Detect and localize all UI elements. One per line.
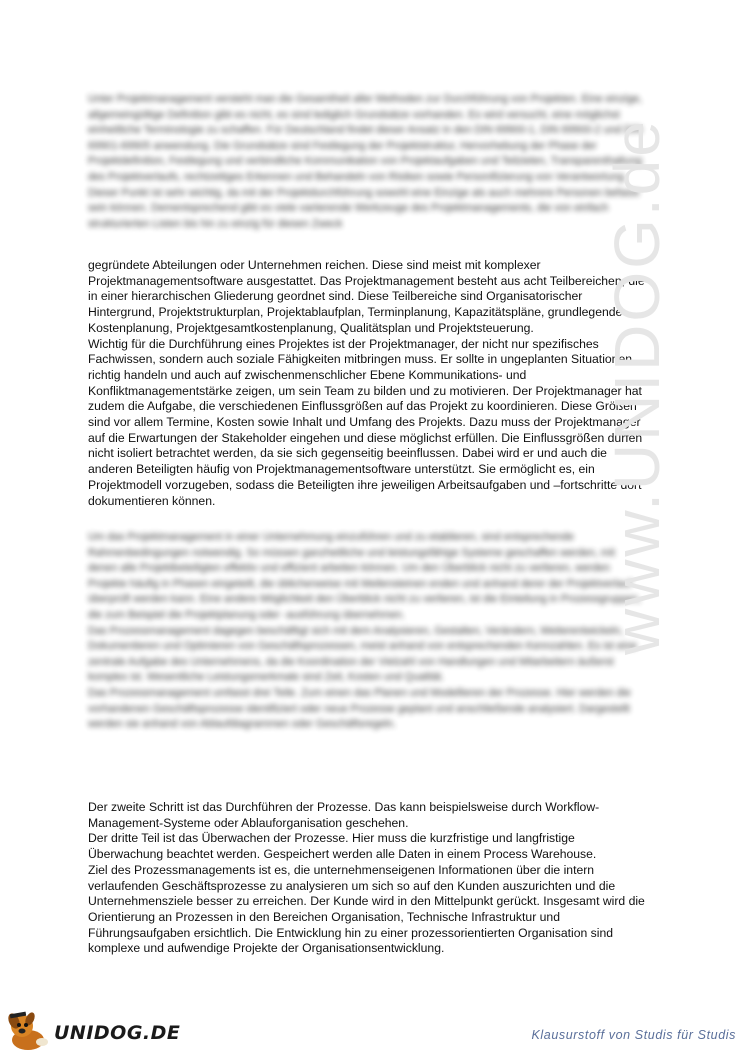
paragraph: Der dritte Teil ist das Überwachen der Prozesse. Hier muss die kurzfristige und langfristige Überwachung beachtet werden. Gespeichert werden alle Daten in einem Process Warehouse. [88,831,597,862]
footer-tagline: Klausurstoff von Studis für Studis [531,1028,736,1042]
unidog-logo [6,1010,181,1052]
blurred-paragraph: Unter Projektmanagement versteht man die Gesamtheit aller Methoden zur Durchführung von Projekten. Eine einzige, allgemeingültige Definition gibt es nicht, es sind lediglich Grundsätze vorhanden. Es wird versucht, eine möglichst einheitliche Terminologie zu schaffen. Für Deutschland findet dieser Ansatz in den DIN 69900-1, DIN 69900-2 und DIN 69901-69905 anwendung. Die Grundsätze sind Festlegung der Projektstruktur, Hervorhebung der Phase der Projektdefinition, Festlegung und verbindliche Kommunikation von Projektaufgaben und Teilzielen, Transparenthaltung des Projektverlaufs, rechtzeitiges Erkennen und Behandeln von Risiken sowie Personifizierung von Verantwortung. Dieser Punkt ist sehr wichtig, da mit der Projektdurchführung sowohl eine Einzige als auch mehrere Personen befasst sein können. Dementsprechend gibt es viele variierende Werkzeuge des Projektmanagements, die von einfach strukturierten Listen bis hin zu einzig für diesen Zweck [88,93,643,230]
logo-wordmark: UNIDOG.DE [54,1022,181,1044]
paragraph: Der zweite Schritt ist das Durchführen der Prozesse. Das kann beispielsweise durch Workflow-Management-Systeme oder Ablauforganisation geschehen. [88,800,600,830]
watermark-text: www.UNIDOG.de [601,118,673,655]
paragraph: Ziel des Prozessmanagements ist es, die unternehmenseigenen Informationen über die intern verlaufenden Geschäftsprozesse zu analysieren um sich so auf den Kunden auszurichten und die Unternehmensziele besser zu erreichen. Der Kunde wird in den Mittelpunkt gerückt. Insgesamt wird die Orientierung an Prozessen in den Bereichen Organisation, Technische Infrastruktur und Führungsaufgaben ersichtlich. Die Entwicklung hin zu einer prozessorientierten Organisation sind komplexe und aufwendige Projekte der Organisationsentwicklung. [88,862,645,956]
paragraph: Wichtig für die Durchführung eines Projektes ist der Projektmanager, der nicht nur spezifisches Fachwissen, sondern auch soziale Fähigkeiten mitbringen muss. Er sollte in ungeplanten Situationen richtig handeln und auch auf zwischenmenschlicher Ebene Kommunikations- und Konfliktmanagementstärke zeigen, um sein Team zu bilden und zu motivieren. Der Projektmanager hat zudem die Aufgabe, die verschiedenen Einflussgrößen auf das Projekt zu koordinieren. Diese Größen sind vor allem Termine, Kosten sowie Inhalt und Umfang des Projekts. Dazu muss der Projektmanager auf die Erwartungen der Stakeholder eingehen und diese möglichst erfüllen. Die Einflussgrößen dürfen nicht isoliert betrachtet werden, da sie sich gegenseitig beeinflussen. Dabei wird er und auch die anderen Beteiligten häufig von Projektmanagementsoftware unterstützt. Sie ermöglicht es, ein Projektmodell vorzugeben, sodass die Beteiligten ihre jeweiligen Arbeitsaufgaben und –fortschritte dort dokumentieren können. [88,336,643,508]
blurred-paragraph-block-1 [88,92,646,232]
visible-paragraph-block-1 [88,258,648,509]
visible-paragraph-block-2 [88,800,648,957]
blurred-paragraph: Das Prozessmanagement dagegen beschäftigt sich mit dem Analysieren, Gestalten, Verändern, Weiterentwickeln, Dokumentieren und Optimieren von Geschäftsprozessen, meist anhand von entsprechenden Kennzahlen. Es ist eine zentrale Aufgabe des Unternehmens, da die Koordination der Vielzahl von Handlungen und Mitarbeitern äußerst komplex ist. Wesentliche Leistungsmerkmale sind Zeit, Kosten und Qualität. [88,624,637,684]
paragraph: gegründete Abteilungen oder Unternehmen reichen. Diese sind meist mit komplexer Projektmanagementsoftware ausgestattet. Das Projektmanagement besteht aus acht Teilbereichen, die in einer hierarchischen Gliederung geordnet sind. Diese Teilbereiche sind Organisatorischer Hintergrund, Projektstrukturplan, Projektablaufplan, Terminplanung, Kapazitätspläne, grundlegende Kostenplanung, Projektgesamtkostenplanung, Qualitätsplan und Projektsteuerung. [88,258,645,335]
dog-mascot-icon [6,1010,58,1052]
blurred-paragraph: Um das Projektmanagement in einer Unternehmung einzuführen und zu etablieren, sind entsprechende Rahmenbedingungen notwendig. So müssen ganzheitliche und leistungsfähige Systeme geschaffen werden, mit denen alle Projektbeteiligten effektiv und effizient arbeiten können. Um den Überblick nicht zu verlieren, werden Projekte häufig in Phasen eingeteilt, die üblicherweise mit Meilensteinen enden und anhand derer der Projektverlauf überprüft werden kann. Eine andere Möglichkeit den Überblick nicht zu verlieren, ist die Einteilung in Prozessgruppen, die zum Beispiel die Projektplanung oder -ausführung übernehmen. [88,531,641,621]
blurred-paragraph: Das Prozessmanagement umfasst drei Teile. Zum einen das Planen und Modellieren der Prozesse. Hier werden die vorhandenen Geschäftsprozesse identifiziert oder neue Prozesse geplant und anschließende analysiert. Dargestellt werden sie anhand von Ablaufdiagrammen oder Geschäftsregeln. [88,686,631,731]
blurred-paragraph-block-2 [88,530,646,733]
